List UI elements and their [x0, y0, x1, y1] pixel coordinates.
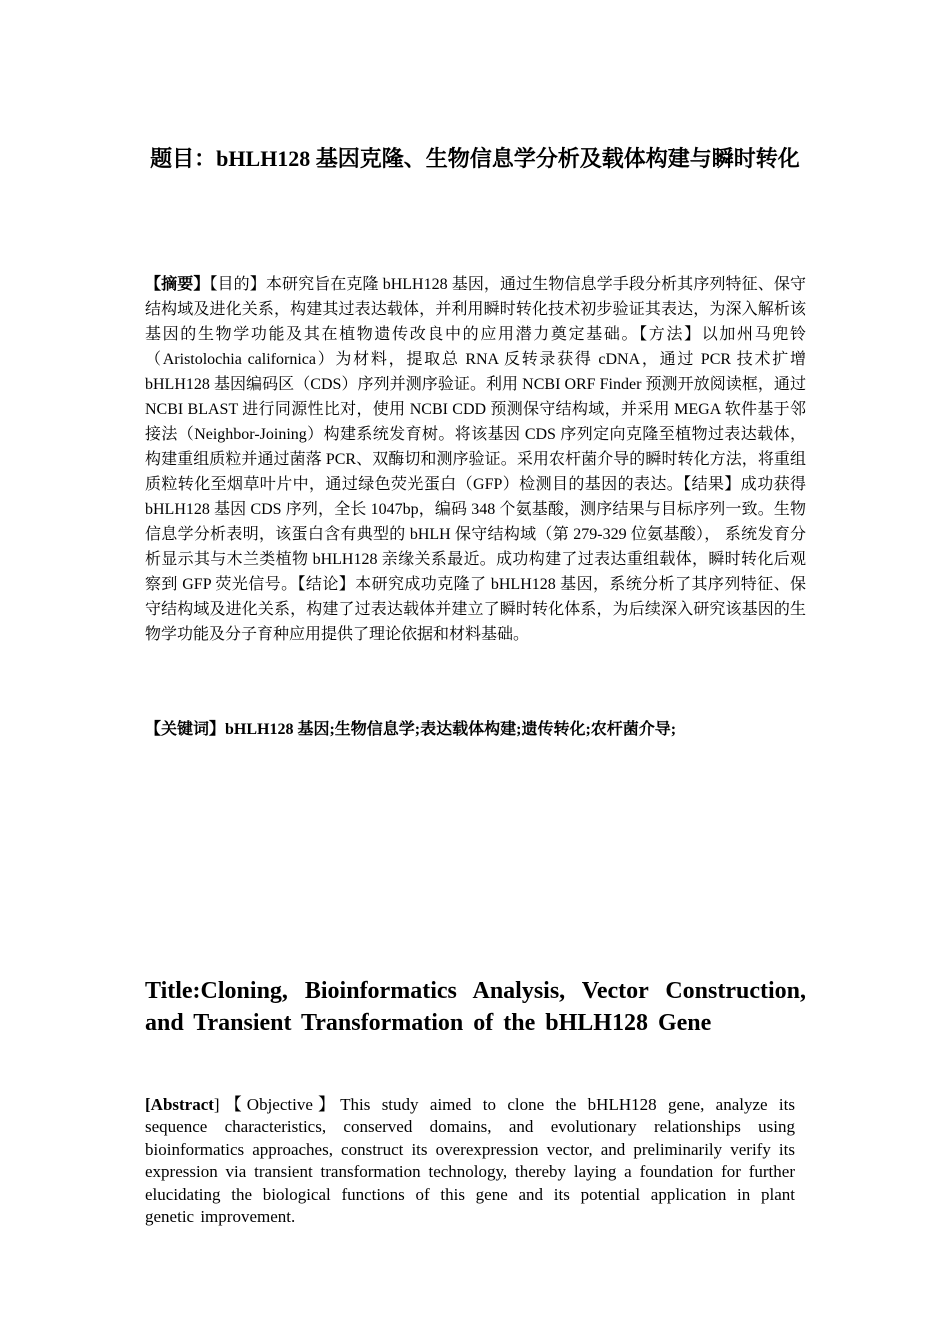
english-abstract-label: [Abstract — [145, 1095, 214, 1114]
english-abstract — [145, 1094, 795, 1228]
english-abstract-bracket: ] — [213, 1095, 220, 1114]
chinese-keywords: 【关键词】bHLH128 基因;生物信息学;表达载体构建;遗传转化;农杆菌介导; — [145, 721, 677, 738]
chinese-abstract — [145, 272, 806, 647]
chinese-title: 题目：bHLH128 基因克隆、生物信息学分析及载体构建与瞬时转化 — [150, 146, 800, 171]
chinese-abstract-text: 【目的】本研究旨在克隆 bHLH128 基因，通过生物信息学手段分析其序列特征、保守结构域及进化关系，构建其过表达载体，并利用瞬时转化技术初步验证其表达，为深入解析该基因的生物学功能及其在植物遗传改良中的应用潜力奠定基础。【方法】以加州马兜铃（Aristolochia californica）为材料，提取总 RNA 反转录获得 cDNA，通过 PCR 技术扩增 bHLH128 基因编码区（CDS）序列并测序验证。利用 NCBI ORF Finder 预测开放阅读框，通过 NCBI BLAST 进行同源性比对，使用 NCBI CDD 预测保守结构域，并采用 MEGA 软件基于邻接法（Neighbor-Joining）构建系统发育树。将该基因 CDS 序列定向克隆至植物过表达载体，构建重组质粒并通过菌落 PCR、双酶切和测序验证。采用农杆菌介导的瞬时转化方法，将重组质粒转化至烟草叶片中，通过绿色荧光蛋白（GFP）检测目的基因的表达。【结果】成功获得 bHLH128 基因 CDS 序列，全长 1047bp，编码 348 个氨基酸，测序结果与目标序列一致。生物信息学分析表明，该蛋白含有典型的 bHLH 保守结构域（第 279-329 位氨基酸）， 系统发育分析显示其与木兰类植物 bHLH128 亲缘关系最近。成功构建了过表达重组载体，瞬时转化后观察到 GFP 荧光信号。【结论】本研究成功克隆了 bHLH128 基因，系统分析了其序列特征、保守结构域及进化关系，构建了过表达载体并建立了瞬时转化体系，为后续深入研究该基因的生物学功能及分子育种应用提供了理论依据和材料基础。 — [145, 276, 806, 643]
english-title: Title:Cloning, Bioinformatics Analysis, Vector Construction, and Transient Transformation of the bHLH128 Gene — [145, 978, 806, 1036]
chinese-abstract-label: 【摘要】 — [145, 276, 210, 293]
english-abstract-text: 【Objective】This study aimed to clone the bHLH128 gene, analyze its sequence characteristics, conserved domains, and evolutionary relationships using bioinformatics approaches, construct its overexpression vector, and preliminarily verify its expression via transient transformation technology, thereby laying a foundation for further elucidating the biological functions of this gene and its potential application in plant genetic improvement. — [145, 1095, 795, 1227]
